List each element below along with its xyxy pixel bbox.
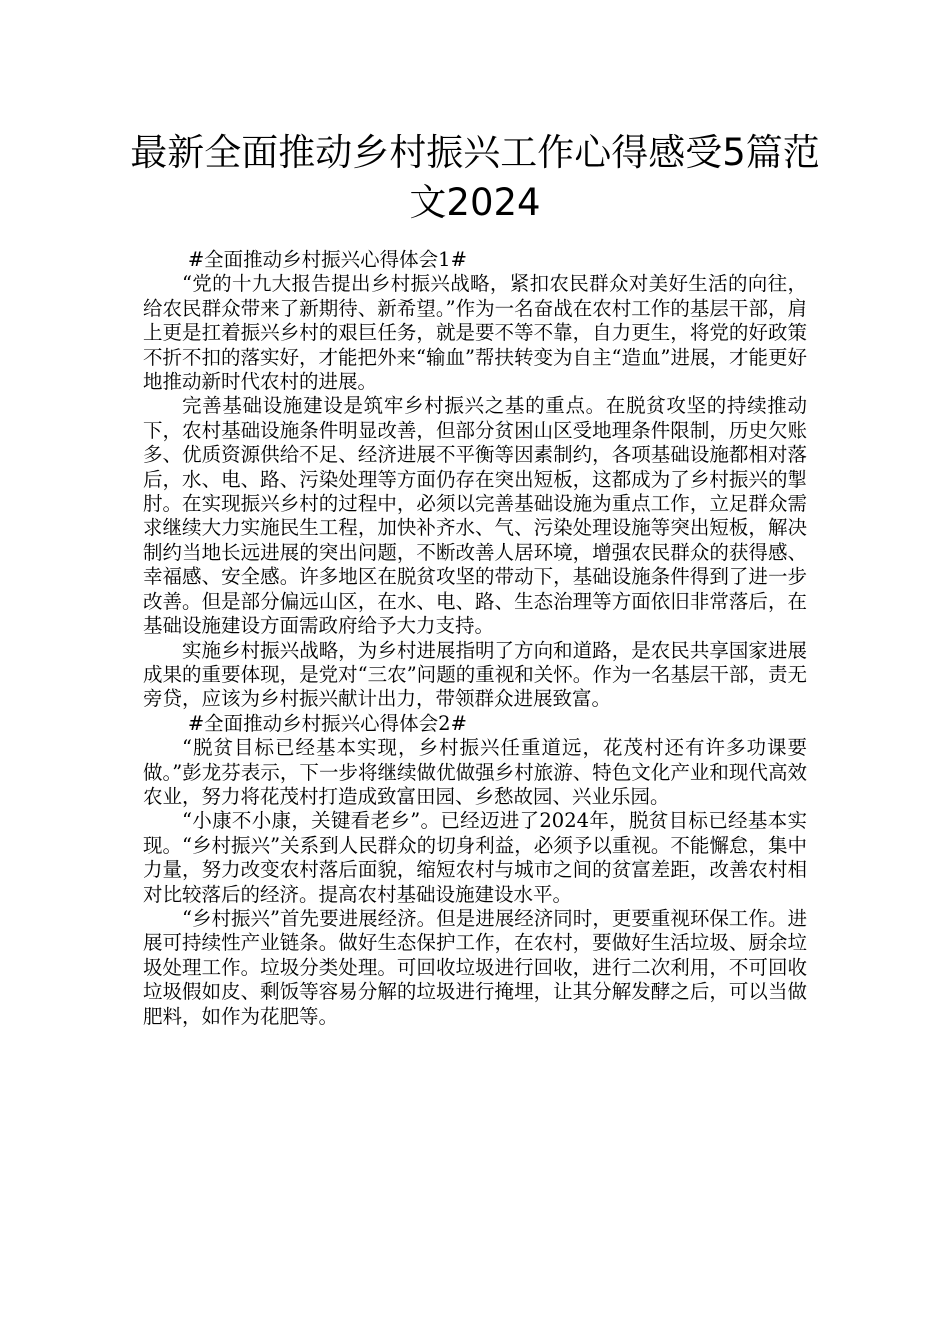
- section-heading: #全面推动乡村振兴心得体会2#: [187, 711, 467, 735]
- body-paragraph: “小康不小康，关键看老乡”。已经迈进了2024年，脱贫目标已经基本实现。“乡村振兴”关系到人民群众的切身利益，必须予以重视。不能懈怠，集中力量，努力改变农村落后面貌，缩短农村与城市之间的贫富差距，改善农村相对比较落后的经济。提高农村基础设施建设水平。: [143, 809, 807, 906]
- body-paragraph: 实施乡村振兴战略，为乡村进展指明了方向和道路，是农民共享国家进展成果的重要体现，是党对“三农”问题的重视和关怀。作为一名基层干部，责无旁贷，应该为乡村振兴献计出力，带领群众进展致富。: [143, 638, 807, 711]
- body-paragraph: 完善基础设施建设是筑牢乡村振兴之基的重点。在脱贫攻坚的持续推动下，农村基础设施条件明显改善，但部分贫困山区受地理条件限制，历史欠账多、优质资源供给不足、经济进展不平衡等因素制约，各项基础设施都相对落后，水、电、路、污染处理等方面仍存在突出短板，这都成为了乡村振兴的掣肘。在实现振兴乡村的过程中，必须以完善基础设施为重点工作，立足群众需求继续大力实施民生工程，加快补齐水、气、污染处理设施等突出短板，解决制约当地长远进展的突出问题，不断改善人居环境，增强农民群众的获得感、幸福感、安全感。许多地区在脱贫攻坚的带动下，基础设施条件得到了进一步改善。但是部分偏远山区，在水、电、路、生态治理等方面依旧非常落后，在基础设施建设方面需政府给予大力支持。: [143, 394, 807, 638]
- body-paragraph: “脱贫目标已经基本实现，乡村振兴任重道远，花茂村还有许多功课要做。”彭龙芬表示，下一步将继续做优做强乡村旅游、特色文化产业和现代高效农业，努力将花茂村打造成致富田园、乡愁故园、兴业乐园。: [143, 736, 807, 808]
- body-paragraph: “党的十九大报告提出乡村振兴战略，紧扣农民群众对美好生活的向往，给农民群众带来了新期待、新希望。”作为一名奋战在农村工作的基层干部，肩上更是扛着振兴乡村的艰巨任务，就是要不等不靠，自力更生，将党的好政策不折不扣的落实好，才能把外来“输血”帮扶转变为自主“造血”进展，才能更好地推动新时代农村的进展。: [143, 272, 807, 394]
- body-paragraph: “乡村振兴”首先要进展经济。但是进展经济同时，更要重视环保工作。进展可持续性产业链条。做好生态保护工作，在农村，要做好生活垃圾、厨余垃圾处理工作。垃圾分类处理。可回收垃圾进行回收，进行二次利用，不可回收垃圾假如皮、剩饭等容易分解的垃圾进行掩埋，让其分解发酵之后，可以当做肥料，如作为花肥等。: [143, 906, 807, 1028]
- section-heading: #全面推动乡村振兴心得体会1#: [187, 248, 467, 271]
- document-title: 最新全面推动乡村振兴工作心得感受5篇范文2024: [130, 131, 820, 224]
- document-body: [143, 248, 807, 1029]
